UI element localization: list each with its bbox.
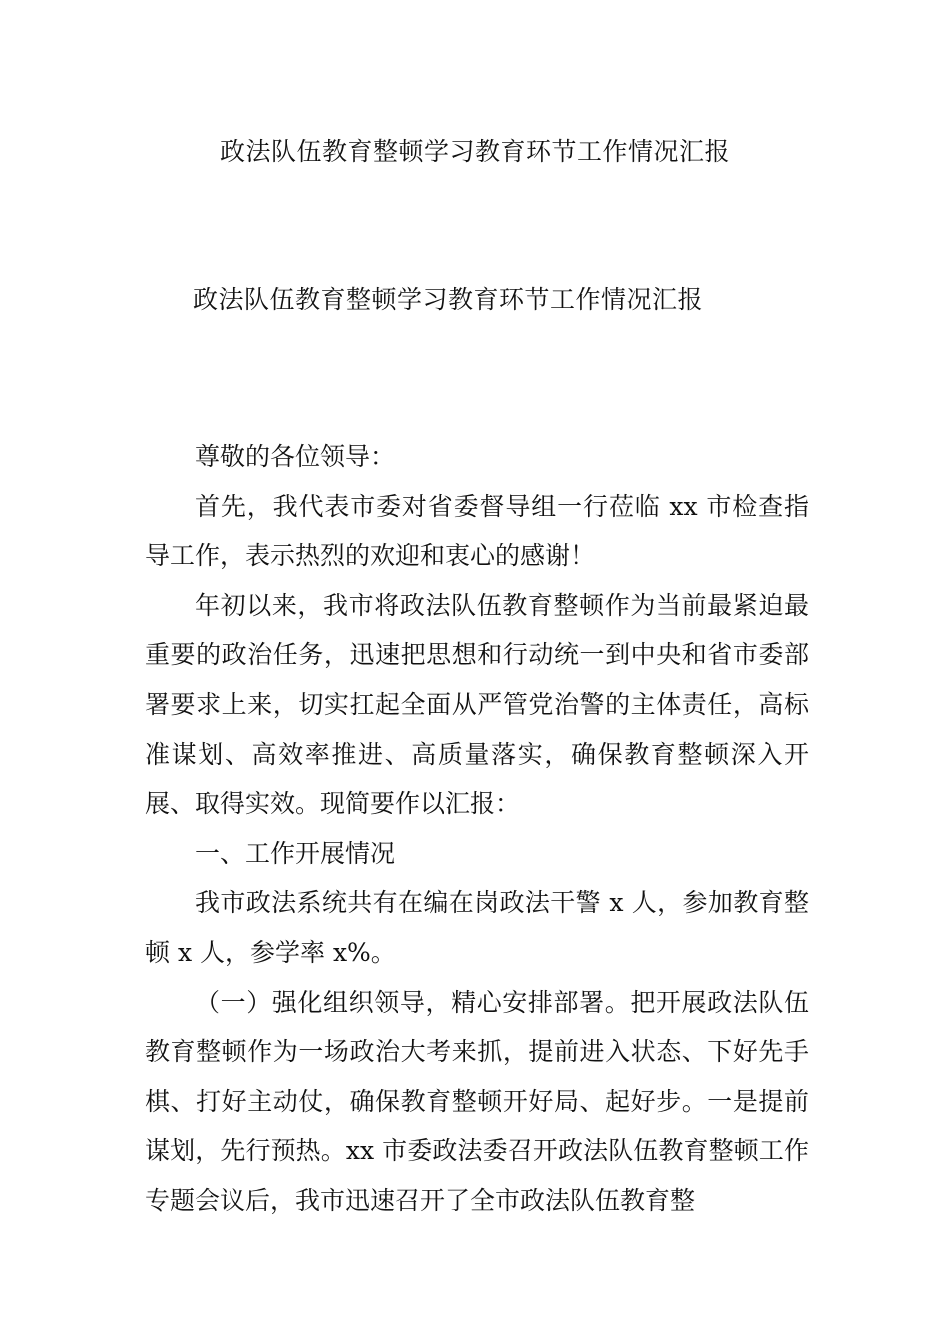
document-title: 政法队伍教育整顿学习教育环节工作情况汇报 xyxy=(193,285,704,314)
paragraph-statistics: 我市政法系统共有在编在岗政法干警 x 人，参加教育整顿 x 人，参学率 x%。 xyxy=(145,888,809,967)
paragraph-subsection-1: （一）强化组织领导，精心安排部署。把开展政法队伍教育整顿作为一场政治大考来抓，提前进入状态、下好先手棋、打好主动仗，确保教育整顿开好局、起好步。一是提前谋划，先行预热。xx 市委政法委召开政法队伍教育整顿工作专题会议后，我市迅速召开了全市政法队伍教育整 xyxy=(145,987,809,1215)
header-title: 政法队伍教育整顿学习教育环节工作情况汇报 xyxy=(219,137,730,166)
salutation: 尊敬的各位领导： xyxy=(195,442,396,471)
paragraph-overview: 年初以来，我市将政法队伍教育整顿作为当前最紧迫最重要的政治任务，迅速把思想和行动统一到中央和省市委部署要求上来，切实扛起全面从严管党治警的主体责任，高标准谋划、高效率推进、高质量落实，确保教育整顿深入开展、取得实效。现简要作以汇报： xyxy=(145,590,809,819)
section-heading-1: 一、工作开展情况 xyxy=(195,838,396,868)
paragraph-welcome: 首先，我代表市委对省委督导组一行莅临 xx 市检查指导工作，表示热烈的欢迎和衷心的感谢！ xyxy=(145,491,809,571)
document-body xyxy=(145,432,809,1226)
